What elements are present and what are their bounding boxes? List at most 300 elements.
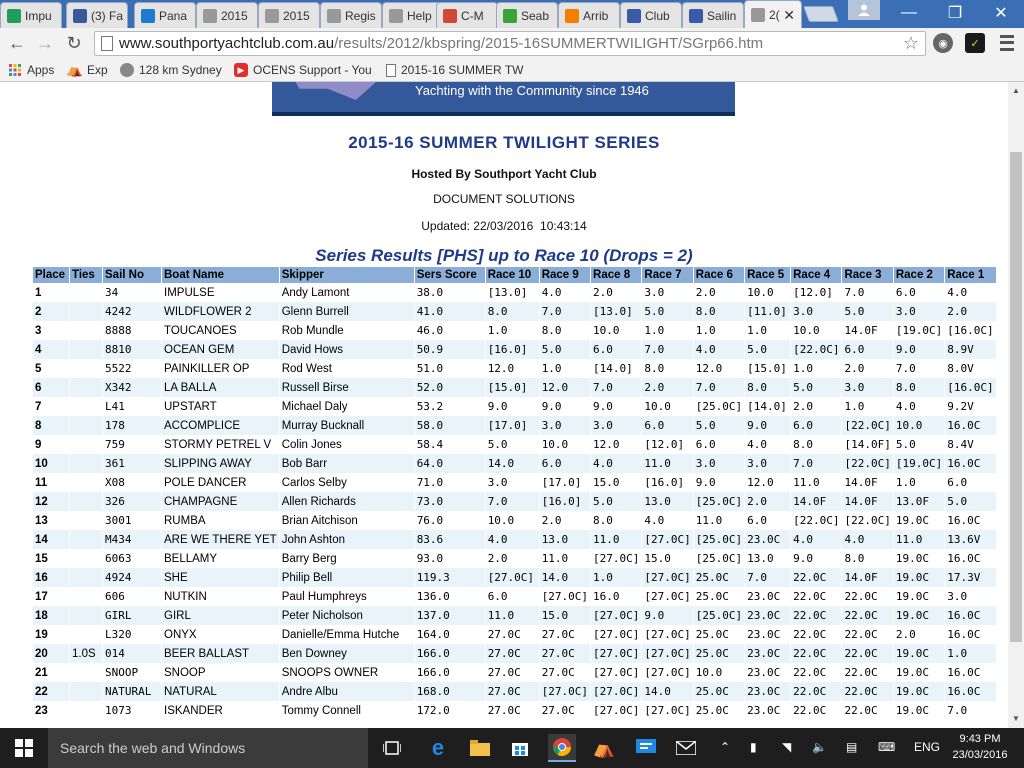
table-cell: 4.0 — [694, 340, 744, 359]
table-cell — [70, 701, 102, 720]
table-cell: 606 — [103, 587, 161, 606]
table-cell: 51.0 — [415, 359, 485, 378]
column-header: Race 2 — [894, 267, 944, 283]
bookmark-star-icon[interactable]: ☆ — [902, 33, 919, 53]
url-path: /results/2012/kbspring/2015-16SUMMERTWILIGHT/SGrp66.htm — [334, 35, 764, 52]
table-cell: 58.0 — [415, 416, 485, 435]
messaging-icon[interactable] — [632, 734, 660, 762]
scroll-down-icon[interactable]: ▼ — [1012, 714, 1020, 723]
table-cell: 3.0 — [842, 378, 892, 397]
table-cell: 14.0 — [642, 682, 692, 701]
table-cell: 7.0 — [745, 568, 790, 587]
table-cell: 2.0 — [694, 283, 744, 302]
table-cell: Peter Nicholson — [280, 606, 414, 625]
column-header: Race 10 — [486, 267, 539, 283]
table-cell: 3.0 — [642, 283, 692, 302]
burgee-graphic — [290, 82, 384, 100]
table-cell: 27.0C — [540, 644, 590, 663]
table-cell: 41.0 — [415, 302, 485, 321]
table-cell: 15.0 — [591, 473, 641, 492]
table-cell: 19.0C — [894, 663, 944, 682]
table-cell: 19.0C — [894, 568, 944, 587]
table-cell: 38.0 — [415, 283, 485, 302]
table-cell: [22.0C] — [842, 416, 892, 435]
table-cell: 19.0C — [894, 549, 944, 568]
table-cell — [70, 378, 102, 397]
table-cell: [14.0] — [591, 359, 641, 378]
table-cell: 1.0S — [70, 644, 102, 663]
table-cell: 13 — [33, 511, 69, 530]
series-title: 2015-16 SUMMER TWILIGHT SERIES — [348, 133, 660, 152]
table-cell: 27.0C — [540, 701, 590, 720]
table-cell: 12.0 — [540, 378, 590, 397]
column-header: Boat Name — [162, 267, 279, 283]
table-cell: [13.0] — [486, 283, 539, 302]
bookmark-summer-twilight[interactable] — [386, 62, 523, 78]
table-cell: GIRL — [103, 606, 161, 625]
table-cell: 8.0 — [540, 321, 590, 340]
browser-tab[interactable] — [682, 2, 744, 28]
browser-tab[interactable] — [66, 2, 128, 28]
column-header: Race 9 — [540, 267, 590, 283]
sailing-app-icon[interactable]: ⛺ — [592, 737, 616, 758]
store-icon[interactable] — [506, 734, 534, 762]
windows-start-icon[interactable] — [0, 728, 48, 768]
table-cell: 10.0 — [642, 397, 692, 416]
table-cell: 12.0 — [694, 359, 744, 378]
table-cell: 6063 — [103, 549, 161, 568]
table-cell: 1.0 — [486, 321, 539, 340]
page-icon — [265, 9, 279, 23]
battery-icon[interactable]: ▮ — [750, 740, 757, 754]
table-cell: M434 — [103, 530, 161, 549]
table-cell: L320 — [103, 625, 161, 644]
table-cell: 13.6V — [945, 530, 995, 549]
table-cell: 64.0 — [415, 454, 485, 473]
table-cell: 73.0 — [415, 492, 485, 511]
table-cell: 3.0 — [745, 454, 790, 473]
table-cell: 6.0 — [791, 416, 841, 435]
table-cell: 361 — [103, 454, 161, 473]
table-cell: 3.0 — [945, 587, 995, 606]
page-icon — [101, 36, 113, 51]
extension-check-icon[interactable]: ✓ — [965, 33, 985, 53]
bookmark-ocens-support[interactable] — [234, 62, 372, 78]
table-cell: 22.0C — [791, 663, 841, 682]
table-cell: 58.4 — [415, 435, 485, 454]
table-row — [33, 492, 996, 511]
browser-tab[interactable] — [134, 2, 196, 28]
minimize-icon[interactable]: — — [901, 4, 917, 21]
browser-tab[interactable] — [258, 2, 320, 28]
table-cell: 5.0 — [591, 492, 641, 511]
table-cell: 3.0 — [486, 473, 539, 492]
mail-icon[interactable] — [672, 734, 700, 762]
tab-label: Arrib — [583, 8, 609, 23]
table-cell: 22.0C — [791, 682, 841, 701]
club-banner — [272, 82, 735, 116]
table-cell: 25.0C — [694, 568, 744, 587]
table-cell: 22.0C — [791, 568, 841, 587]
table-cell: 2.0 — [842, 359, 892, 378]
table-cell: 8.0 — [894, 378, 944, 397]
table-cell: 16.0C — [945, 682, 995, 701]
table-cell: 22.0C — [791, 625, 841, 644]
table-cell: 5.0 — [791, 378, 841, 397]
table-cell: 1 — [33, 283, 69, 302]
table-cell: 3.0 — [694, 454, 744, 473]
browser-tab[interactable] — [320, 2, 382, 28]
taskbar-search-input[interactable]: Search the web and Windows — [48, 728, 368, 768]
table-cell: 168.0 — [415, 682, 485, 701]
table-cell: 6.0 — [642, 416, 692, 435]
table-cell: 12.0 — [745, 473, 790, 492]
blogger-icon — [565, 9, 579, 23]
table-cell: [12.0] — [642, 435, 692, 454]
table-cell: 16.0 — [591, 587, 641, 606]
table-cell: 17 — [33, 587, 69, 606]
table-cell: 12 — [33, 492, 69, 511]
facebook-icon — [73, 9, 87, 23]
table-cell: [27.0C] — [486, 568, 539, 587]
table-cell: 27.0C — [486, 644, 539, 663]
browser-tab[interactable] — [620, 2, 682, 28]
table-cell: 7.0 — [694, 378, 744, 397]
table-cell: 23.0C — [745, 644, 790, 663]
table-cell: [27.0C] — [591, 625, 641, 644]
table-cell: 7.0 — [591, 378, 641, 397]
table-row — [33, 435, 996, 454]
table-cell — [70, 511, 102, 530]
table-cell: 9.0 — [791, 549, 841, 568]
bookmark-label: 128 km Sydney — [139, 63, 222, 77]
youtube-icon: ▶ — [234, 63, 248, 77]
reload-icon[interactable]: ↻ — [66, 32, 82, 53]
profile-icon[interactable] — [848, 0, 880, 20]
tab-label: Help — [407, 8, 432, 23]
table-cell: 22.0C — [842, 606, 892, 625]
bookmark-128km-sydney[interactable] — [120, 62, 222, 78]
table-cell: [16.0C] — [945, 321, 995, 340]
table-cell: 11.0 — [486, 606, 539, 625]
table-cell — [70, 340, 102, 359]
table-cell: 1.0 — [745, 321, 790, 340]
table-cell: 7 — [33, 397, 69, 416]
browser-tab[interactable] — [436, 2, 498, 28]
forward-icon[interactable]: → — [36, 32, 54, 53]
browser-tab[interactable] — [196, 2, 258, 28]
table-cell: [16.0] — [642, 473, 692, 492]
page-icon — [327, 9, 341, 23]
table-cell: 13.0 — [642, 492, 692, 511]
table-cell: 9 — [33, 435, 69, 454]
table-cell: 21 — [33, 663, 69, 682]
page-icon — [386, 64, 396, 77]
table-cell: 23.0C — [745, 606, 790, 625]
sail-icon — [689, 9, 703, 23]
table-cell: 3 — [33, 321, 69, 340]
table-cell: [27.0C] — [591, 682, 641, 701]
table-cell: 16.0C — [945, 416, 995, 435]
table-cell: 14 — [33, 530, 69, 549]
table-row — [33, 378, 996, 397]
language-indicator[interactable]: ENG — [914, 740, 941, 754]
table-cell: 5522 — [103, 359, 161, 378]
table-cell: 6.0 — [945, 473, 995, 492]
table-cell: ACCOMPLICE — [162, 416, 279, 435]
table-cell: 9.0 — [591, 397, 641, 416]
table-cell: 5.0 — [694, 416, 744, 435]
sail-icon — [627, 9, 641, 23]
table-cell: 19.0C — [894, 587, 944, 606]
table-cell: 34 — [103, 283, 161, 302]
table-cell: [27.0C] — [591, 663, 641, 682]
extension-circle-icon[interactable]: ◉ — [933, 33, 953, 53]
table-cell: BELLAMY — [162, 549, 279, 568]
table-cell: 8.0 — [694, 302, 744, 321]
table-cell: 14.0F — [842, 321, 892, 340]
table-header-row — [33, 267, 996, 283]
table-row — [33, 625, 996, 644]
table-cell: 10.0 — [894, 416, 944, 435]
table-cell: 22.0C — [842, 701, 892, 720]
table-cell: 4242 — [103, 302, 161, 321]
table-cell: BEER BALLAST — [162, 644, 279, 663]
table-cell: 23.0C — [745, 682, 790, 701]
chrome-menu-icon[interactable] — [1000, 33, 1014, 53]
table-cell: 22.0C — [842, 625, 892, 644]
table-cell: LA BALLA — [162, 378, 279, 397]
table-cell: [22.0C] — [791, 511, 841, 530]
table-row — [33, 682, 996, 701]
table-cell: POLE DANCER — [162, 473, 279, 492]
tab-label: Pana — [159, 8, 188, 23]
table-cell: 12.0 — [486, 359, 539, 378]
table-cell: 10.0 — [745, 283, 790, 302]
table-row — [33, 549, 996, 568]
results-heading: Series Results [PHS] up to Race 10 (Drops = 2) — [315, 246, 693, 265]
table-cell: Michael Daly — [280, 397, 414, 416]
table-cell: 27.0C — [540, 625, 590, 644]
table-cell: 7.0 — [642, 340, 692, 359]
document-solutions: DOCUMENT SOLUTIONS — [433, 192, 575, 206]
table-cell: NUTKIN — [162, 587, 279, 606]
table-row — [33, 530, 996, 549]
table-cell: 27.0C — [540, 663, 590, 682]
updated-value: 22/03/2016 10:43:14 — [473, 219, 587, 233]
tab-label: 2015 — [283, 8, 310, 23]
bookmark-apps[interactable] — [8, 62, 54, 78]
scroll-up-icon[interactable]: ▲ — [1012, 86, 1020, 95]
browser-tab[interactable] — [0, 2, 62, 28]
table-cell: 25.0C — [694, 625, 744, 644]
table-cell: 10.0 — [694, 663, 744, 682]
table-cell: 52.0 — [415, 378, 485, 397]
table-cell: 50.9 — [415, 340, 485, 359]
table-cell: 2.0 — [486, 549, 539, 568]
table-row — [33, 397, 996, 416]
page-scrollbar[interactable] — [1008, 82, 1024, 728]
browser-tab[interactable] — [558, 2, 620, 28]
table-cell: 3.0 — [894, 302, 944, 321]
table-cell: STORMY PETREL V — [162, 435, 279, 454]
table-cell: 6.0 — [591, 340, 641, 359]
table-cell: 1.0 — [842, 397, 892, 416]
table-cell — [70, 682, 102, 701]
table-cell: 759 — [103, 435, 161, 454]
browser-tab[interactable] — [744, 0, 802, 28]
table-cell: Ben Downey — [280, 644, 414, 663]
table-cell: L41 — [103, 397, 161, 416]
table-cell: ARE WE THERE YET — [162, 530, 279, 549]
table-cell: [14.0F] — [842, 435, 892, 454]
table-cell: 6 — [33, 378, 69, 397]
table-cell: 25.0C — [694, 701, 744, 720]
table-cell: 23.0C — [745, 530, 790, 549]
table-cell: [27.0C] — [642, 701, 692, 720]
table-cell: [25.0C] — [694, 530, 744, 549]
system-clock[interactable] — [950, 731, 1010, 763]
close-tab-icon[interactable]: ✕ — [783, 7, 795, 23]
page-icon — [203, 9, 217, 23]
action-center-icon[interactable]: ▤ — [846, 740, 858, 754]
table-cell: 3.0 — [591, 416, 641, 435]
address-bar[interactable] — [94, 31, 926, 56]
table-cell: TOUCANOES — [162, 321, 279, 340]
bookmark-label: 2015-16 SUMMER TW — [401, 63, 524, 77]
table-cell: 4 — [33, 340, 69, 359]
table-cell: 13.0F — [894, 492, 944, 511]
table-cell: 4.0 — [842, 530, 892, 549]
table-cell: 172.0 — [415, 701, 485, 720]
table-cell: 7.0 — [894, 359, 944, 378]
sail-icon: ⛺ — [66, 62, 84, 77]
table-cell: 11.0 — [894, 530, 944, 549]
table-cell: 164.0 — [415, 625, 485, 644]
table-cell: [16.0C] — [945, 378, 995, 397]
tab-label: Sailin — [707, 8, 737, 23]
table-cell: 8.9V — [945, 340, 995, 359]
table-cell: 1.0 — [591, 568, 641, 587]
table-cell: 9.0 — [745, 416, 790, 435]
table-cell: 2.0 — [540, 511, 590, 530]
windows-taskbar — [0, 728, 1024, 768]
table-cell — [70, 549, 102, 568]
close-window-icon[interactable]: ✕ — [994, 5, 1008, 22]
table-cell: [12.0] — [791, 283, 841, 302]
table-cell: X08 — [103, 473, 161, 492]
column-header: Race 3 — [842, 267, 892, 283]
p-icon — [141, 9, 155, 23]
task-view-icon[interactable] — [378, 734, 406, 762]
keyboard-icon[interactable]: ⌨ — [878, 740, 896, 754]
table-cell: 4.0 — [486, 530, 539, 549]
table-cell: 137.0 — [415, 606, 485, 625]
table-cell — [70, 397, 102, 416]
table-cell: David Hows — [280, 340, 414, 359]
chrome-icon[interactable] — [548, 734, 576, 762]
table-cell: 10 — [33, 454, 69, 473]
table-cell: 17.3V — [945, 568, 995, 587]
table-cell: 22.0C — [842, 682, 892, 701]
table-cell: Colin Jones — [280, 435, 414, 454]
file-explorer-icon[interactable] — [466, 734, 494, 762]
table-cell: Philip Bell — [280, 568, 414, 587]
column-header: Skipper — [280, 267, 414, 283]
table-cell: X342 — [103, 378, 161, 397]
table-cell — [70, 492, 102, 511]
column-header: Race 1 — [945, 267, 995, 283]
table-cell: 8.0 — [642, 359, 692, 378]
table-cell: 10.0 — [791, 321, 841, 340]
table-cell: 5.0 — [945, 492, 995, 511]
back-icon[interactable]: ← — [8, 32, 26, 53]
column-header: Ties — [70, 267, 102, 283]
table-row — [33, 321, 996, 340]
table-cell: [22.0C] — [842, 511, 892, 530]
table-cell: 46.0 — [415, 321, 485, 340]
table-cell: 22.0C — [842, 663, 892, 682]
table-cell: 10.0 — [540, 435, 590, 454]
table-cell — [70, 530, 102, 549]
scrollbar-thumb[interactable] — [1010, 152, 1022, 642]
volume-icon[interactable]: 🔈 — [812, 740, 827, 754]
table-cell — [70, 435, 102, 454]
table-cell: 23.0C — [745, 663, 790, 682]
table-cell: 5.0 — [642, 302, 692, 321]
table-cell: [16.0] — [540, 492, 590, 511]
table-cell — [70, 625, 102, 644]
browser-tab[interactable] — [382, 2, 444, 28]
table-cell: 1.0 — [694, 321, 744, 340]
table-cell: 5.0 — [745, 340, 790, 359]
table-cell: [27.0C] — [642, 644, 692, 663]
table-cell: 11.0 — [591, 530, 641, 549]
bookmark-exp[interactable] — [68, 62, 108, 78]
table-row — [33, 359, 996, 378]
edge-icon[interactable]: e — [431, 735, 445, 760]
table-cell: 014 — [103, 644, 161, 663]
table-cell: 2.0 — [945, 302, 995, 321]
column-header: Race 6 — [694, 267, 744, 283]
table-cell: Brian Aitchison — [280, 511, 414, 530]
table-cell: 23.0C — [745, 701, 790, 720]
browser-tab[interactable] — [496, 2, 558, 28]
table-cell: 13.0 — [745, 549, 790, 568]
network-icon[interactable]: ◥ — [782, 740, 792, 754]
table-cell: 11 — [33, 473, 69, 492]
table-cell: [15.0] — [745, 359, 790, 378]
table-cell: [27.0C] — [540, 682, 590, 701]
table-cell: Glenn Burrell — [280, 302, 414, 321]
table-cell: 27.0C — [486, 663, 539, 682]
table-cell: [27.0C] — [642, 625, 692, 644]
tray-chevron-icon[interactable]: ⌃ — [720, 740, 731, 754]
results-table — [32, 267, 997, 720]
table-cell: 8888 — [103, 321, 161, 340]
table-cell: 27.0C — [486, 682, 539, 701]
url-host: www.southportyachtclub.com.au — [119, 35, 335, 52]
table-cell: WILDFLOWER 2 — [162, 302, 279, 321]
table-cell: 166.0 — [415, 644, 485, 663]
table-cell: 8.0 — [842, 549, 892, 568]
table-cell: 4.0 — [745, 435, 790, 454]
table-cell: 18 — [33, 606, 69, 625]
table-cell: 6.0 — [694, 435, 744, 454]
restore-icon[interactable]: ❐ — [947, 5, 963, 22]
tab-label: Seab — [521, 8, 550, 23]
new-tab-button[interactable] — [803, 6, 839, 22]
